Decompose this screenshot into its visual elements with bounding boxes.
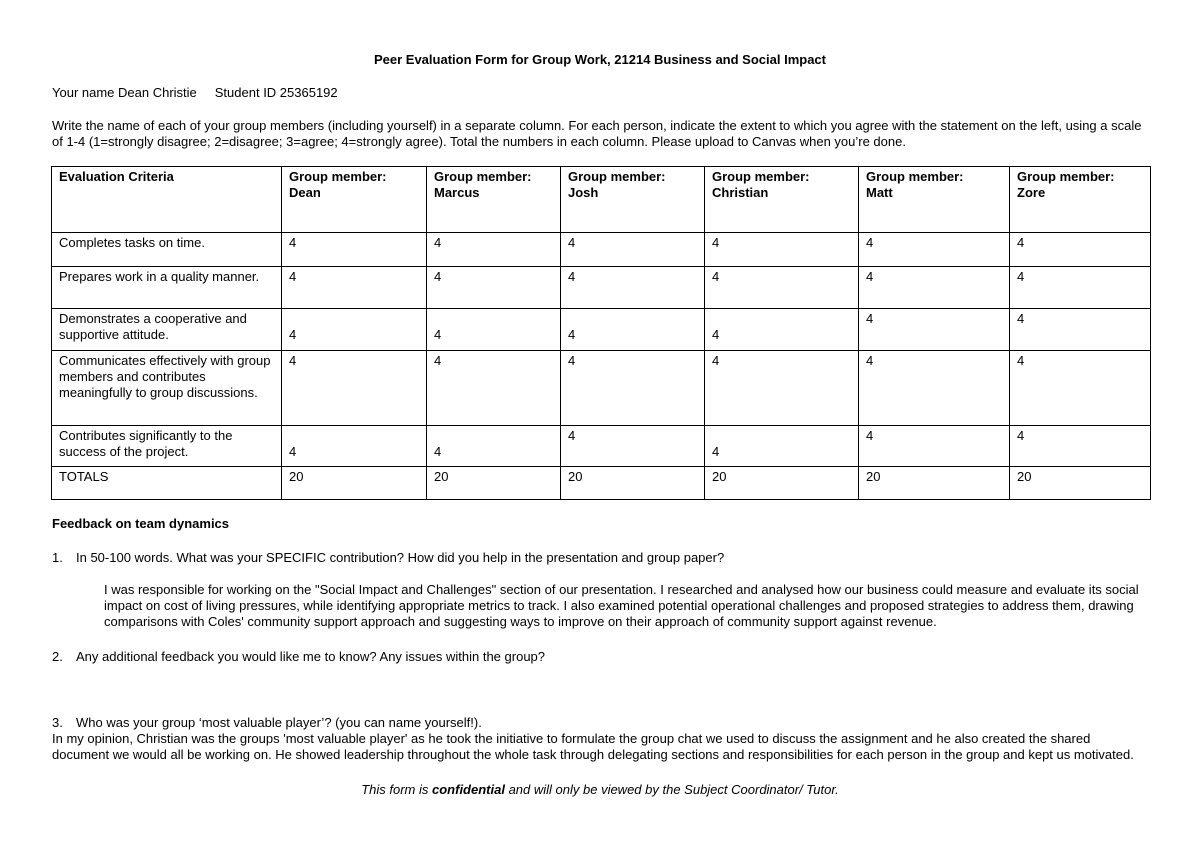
score-cell: 4: [1010, 351, 1151, 426]
question-number: 3.: [52, 715, 63, 730]
table-row: [52, 309, 1151, 351]
score-cell: 4: [561, 309, 705, 351]
student-info: [52, 85, 338, 101]
question-2: [52, 649, 545, 665]
score-cell: 4: [561, 233, 705, 267]
member-header: Group member: Matt: [859, 167, 1010, 233]
confidential-emphasis: confidential: [432, 782, 505, 797]
member-header: Group member: Zore: [1010, 167, 1151, 233]
score-cell: 4: [1010, 233, 1151, 267]
score-cell: 4: [859, 233, 1010, 267]
member-header: Group member: Josh: [561, 167, 705, 233]
score-cell: 4: [282, 267, 427, 309]
total-cell: 20: [561, 467, 705, 500]
question-number: 2.: [52, 649, 63, 664]
score-cell: 4: [427, 233, 561, 267]
question-text: Who was your group ‘most valuable player’? (you can name yourself!).: [76, 715, 482, 730]
question-3: [52, 715, 482, 731]
score-cell: 4: [859, 267, 1010, 309]
score-cell: 4: [561, 351, 705, 426]
criterion-cell: Completes tasks on time.: [52, 233, 282, 267]
your-name: Your name Dean Christie: [52, 85, 197, 100]
evaluation-table: [51, 166, 1151, 500]
totals-row: [52, 467, 1151, 500]
answer-1: I was responsible for working on the "Social Impact and Challenges" section of our presentation. I researched and analysed how our business could measure and evaluate its social impact on cost of living pressures, while identifying appropriate metrics to track. I also examined potential operational challenges and proposed strategies to address them, drawing comparisons with Coles' community support approach and suggesting ways to improve on their approach of community support against revenue.: [104, 582, 1139, 629]
question-text: Any additional feedback you would like me to know? Any issues within the group?: [76, 649, 546, 664]
total-cell: 20: [859, 467, 1010, 500]
table-row: [52, 426, 1151, 467]
score-cell: 4: [859, 351, 1010, 426]
criteria-header: Evaluation Criteria: [52, 167, 282, 233]
question-1: [52, 550, 724, 566]
score-cell: 4: [427, 267, 561, 309]
member-header: Group member: Dean: [282, 167, 427, 233]
member-header: Group member: Christian: [705, 167, 859, 233]
score-cell: 4: [705, 267, 859, 309]
score-cell: 4: [282, 351, 427, 426]
score-cell: 4: [705, 351, 859, 426]
score-cell: 4: [1010, 309, 1151, 351]
page-title: Peer Evaluation Form for Group Work, 21214 Business and Social Impact: [373, 52, 826, 67]
score-cell: 4: [1010, 426, 1151, 467]
criterion-cell: Prepares work in a quality manner.: [52, 267, 282, 309]
table-row: [52, 233, 1151, 267]
confidentiality-note: This form is confidential and will only be viewed by the Subject Coordinator/ Tutor.: [361, 782, 839, 797]
table-header-row: [52, 167, 1151, 233]
total-cell: 20: [705, 467, 859, 500]
criterion-cell: Contributes significantly to the success of the project.: [52, 426, 282, 467]
table-row: [52, 351, 1151, 426]
criterion-cell: Communicates effectively with group members and contributes meaningfully to group discussions.: [52, 351, 282, 426]
score-cell: 4: [705, 309, 859, 351]
member-header: Group member: Marcus: [427, 167, 561, 233]
table-row: [52, 267, 1151, 309]
instructions: Write the name of each of your group members (including yourself) in a separate column. For each person, indicate the extent to which you agree with the statement on the left, using a scale of 1-4 (1=strongly disagree; 2=disagree; 3=agree; 4=strongly agree). Total the numbers in each column. Please upload to Canvas when you’re done.: [52, 118, 1142, 149]
criterion-cell: Demonstrates a cooperative and supportive attitude.: [52, 309, 282, 351]
score-cell: 4: [427, 351, 561, 426]
student-id: Student ID 25365192: [214, 85, 338, 100]
total-cell: 20: [1010, 467, 1151, 500]
score-cell: 4: [282, 233, 427, 267]
question-text: In 50-100 words. What was your SPECIFIC contribution? How did you help in the presentation and group paper?: [76, 550, 725, 565]
score-cell: 4: [427, 309, 561, 351]
score-cell: 4: [705, 426, 859, 467]
total-cell: 20: [282, 467, 427, 500]
score-cell: 4: [561, 267, 705, 309]
score-cell: 4: [561, 426, 705, 467]
score-cell: 4: [427, 426, 561, 467]
answer-3: In my opinion, Christian was the groups 'most valuable player' as he took the initiative to formulate the group chat we used to discuss the assignment and he also created the shared document we would all be working on. He showed leadership throughout the whole task through delegating sections and responsibilities for each person in the group and kept us motivated.: [52, 731, 1134, 762]
question-number: 1.: [52, 550, 63, 565]
score-cell: 4: [282, 426, 427, 467]
total-cell: 20: [427, 467, 561, 500]
score-cell: 4: [705, 233, 859, 267]
feedback-heading: Feedback on team dynamics: [52, 516, 230, 531]
score-cell: 4: [859, 309, 1010, 351]
totals-label: TOTALS: [52, 467, 282, 500]
score-cell: 4: [859, 426, 1010, 467]
score-cell: 4: [282, 309, 427, 351]
score-cell: 4: [1010, 267, 1151, 309]
